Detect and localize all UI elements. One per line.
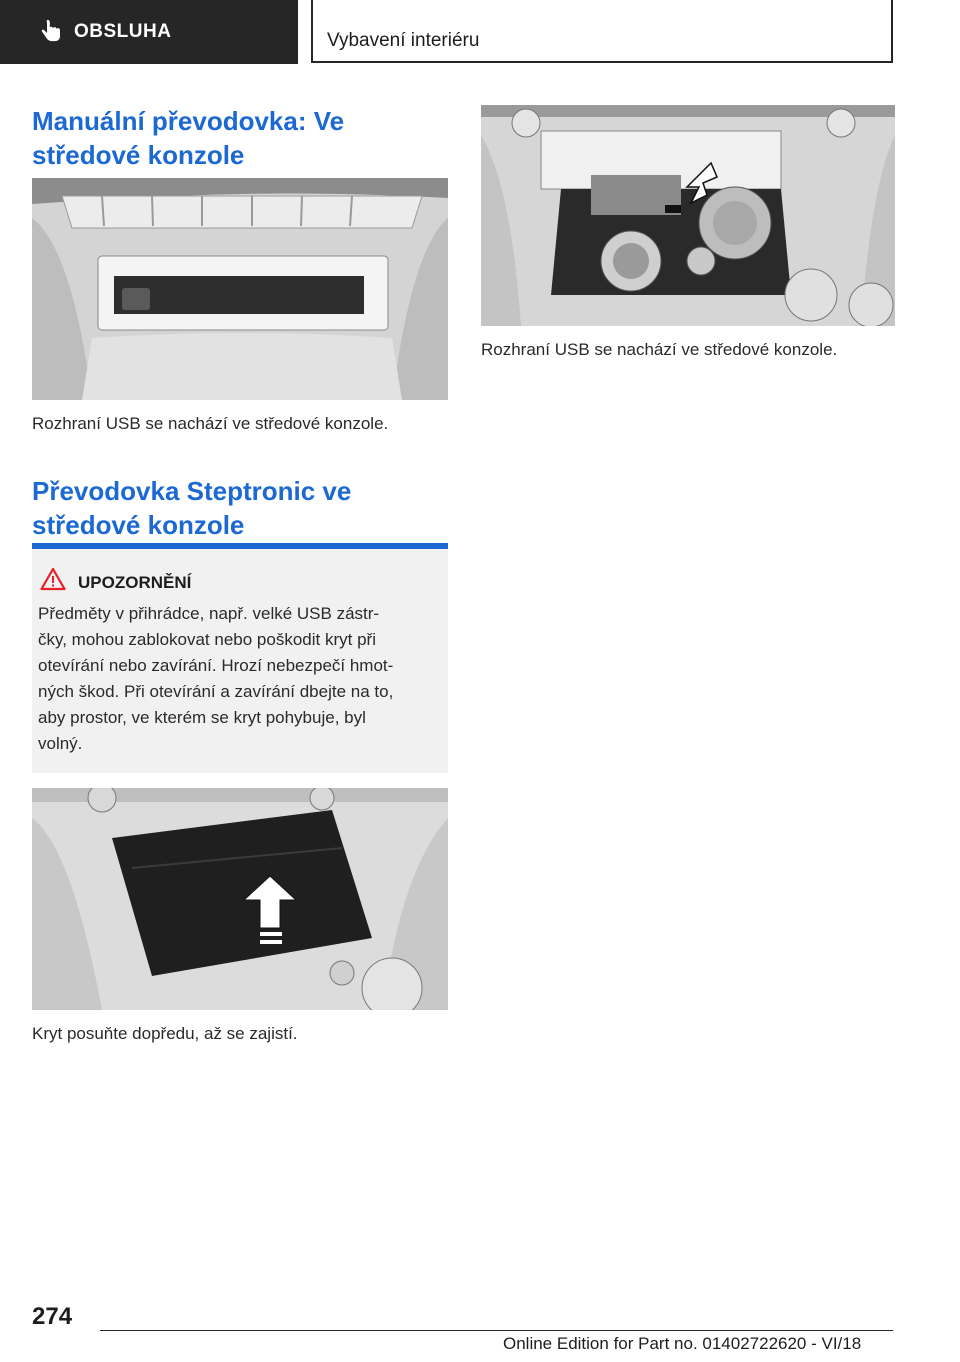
image-caption: Kryt posuňte dopředu, až se zajistí. xyxy=(32,1024,298,1043)
warning-line: aby prostor, ve kterém se kryt pohybuje, byl xyxy=(38,708,366,727)
warning-line: otevírání nebo zavírání. Hrozí nebezpečí hmot- xyxy=(38,656,394,675)
heading-line: Manuální převodovka: Ve xyxy=(32,106,345,136)
footer-divider xyxy=(100,1330,893,1331)
image-caption: Rozhraní USB se nachází ve středové konzole. xyxy=(32,414,389,433)
warning-triangle-icon xyxy=(40,567,66,591)
section-title: OBSLUHA xyxy=(74,21,172,42)
page-number: 274 xyxy=(32,1303,73,1330)
hand-pointer-icon xyxy=(40,19,62,45)
footer-edition: Online Edition for Part no. 01402722620 - VI/18 xyxy=(503,1334,862,1353)
chapter-title: Vybavení interiéru xyxy=(327,30,480,51)
warning-text xyxy=(38,601,438,757)
usb-manual-console-image xyxy=(32,178,448,400)
heading-line: středové konzole xyxy=(32,140,245,170)
warning-line: Předměty v přihrádce, např. velké USB zástr- xyxy=(38,604,380,623)
chapter-tab xyxy=(311,0,893,63)
heading-line: středové konzole xyxy=(32,510,245,540)
warning-line: volný. xyxy=(38,734,83,753)
slide-cover-image xyxy=(32,788,448,1010)
section-heading-steptronic xyxy=(32,474,351,542)
usb-steptronic-console-image xyxy=(481,105,895,326)
warning-box xyxy=(32,549,448,773)
heading-line: Převodovka Steptronic ve xyxy=(32,476,352,506)
warning-line: ných škod. Při otevírání a zavírání dbejte na to, xyxy=(38,682,394,701)
warning-title: UPOZORNĚNÍ xyxy=(78,573,192,592)
warning-line: čky, mohou zablokovat nebo poškodit kryt při xyxy=(38,630,376,649)
section-tab xyxy=(0,0,298,64)
image-caption: Rozhraní USB se nachází ve středové konzole. xyxy=(481,340,838,359)
section-heading-manual xyxy=(32,104,344,172)
